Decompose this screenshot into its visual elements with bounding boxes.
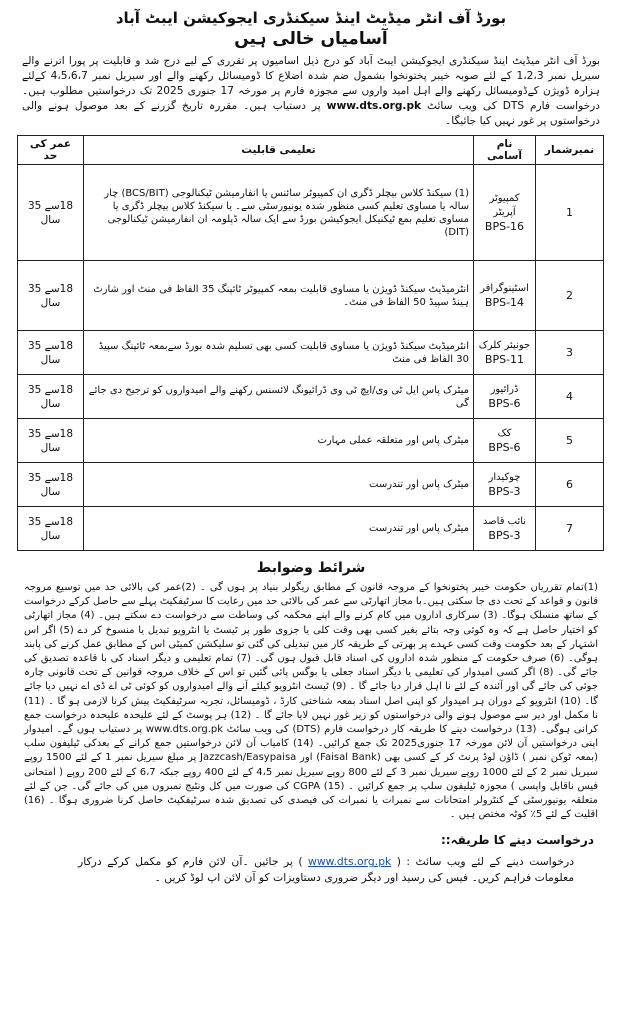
post-scale: BPS-16	[484, 219, 525, 233]
header-qualification: تعلیمی قابلیت	[84, 136, 474, 165]
vacancies-heading: آسامیاں خالی ہیں	[234, 29, 388, 49]
row-age-limit: 18سے 35 سال	[18, 419, 84, 463]
dts-website-link[interactable]: www.dts.org.pk	[326, 100, 422, 112]
how-to-apply-text	[78, 854, 574, 886]
row-qualification: (1) سیکنڈ کلاس بیچلر ڈگری ان کمپیوٹر سائنس یا انفارمیشن ٹیکنالوجی (BCS/BIT) چار سالہ یا مساوی تعلیم کسی منظور شدہ یونیورسٹی سے۔ یا سیکنڈ کلاس بیچلر ڈگری یا مساوی تعلیم بمع ٹیکنیکل ایجوکیشن بورڈ سے ایک سالہ ڈپلومہ ان انفارمیشن ٹیکنالوجی (DIT)	[84, 165, 474, 261]
intro-text-after: پر دستیاب ہیں۔ مقررہ تاریخ گزرنے کے بعد موصول ہونے والی درخواستوں پر غور نہیں کیا جائیگا۔	[22, 100, 600, 127]
post-name: ڈرائیور	[490, 383, 519, 395]
row-post	[474, 463, 536, 507]
row-serial-number: 3	[536, 331, 604, 375]
row-age-limit: 18سے 35 سال	[18, 165, 84, 261]
header-age-limit: عمر کی حد	[18, 136, 84, 165]
row-serial-number: 6	[536, 463, 604, 507]
header-post-name: نام آسامی	[474, 136, 536, 165]
intro-text-before: بورڈ آف انٹر میڈیٹ اینڈ سیکنڈری ایجوکیشن ایبٹ آباد کو درج ذیل اسامیوں پر تقرری کے لیے درج شد و قابلیت پر پورا اترنے والے سیریل نمبر 1،2،3 کے لئے صوبہ خیبر پختونخوا بشمول ضم شدہ اضلاع کا ڈومیسائل رکھنے والے اور سیریل نمبر 4،5،6،7 کےلئے ہزارہ ڈویژن کےڈومیسائل رکھنے والے اہل امید واروں سے مجوزہ فارم پر مورخہ 17 جنوری 2025 تک درخواستیں مطلوب ہیں۔ درخواست فارم DTS کی ویب سائٹ	[22, 55, 600, 112]
table-row	[18, 331, 604, 375]
vacancies-table	[17, 135, 604, 551]
row-post	[474, 375, 536, 419]
row-serial-number: 7	[536, 507, 604, 551]
post-scale: BPS-11	[484, 352, 525, 366]
post-name: اسٹینوگرافر	[480, 282, 529, 294]
post-scale: BPS-6	[488, 440, 521, 454]
intro-paragraph	[22, 54, 600, 129]
row-serial-number: 5	[536, 419, 604, 463]
header-serial-number: نمبرشمار	[536, 136, 604, 165]
apply-text-after: ) پر جائیں ۔آن لائن فارم کو مکمل کرکے درکار معلومات فراہم کریں۔ فیس کی رسید اور دیگر ضروری دستاویزات کو آن لائن اپ لوڈ کریں ۔	[78, 855, 574, 885]
table-row	[18, 261, 604, 331]
row-post	[474, 331, 536, 375]
table-row	[18, 375, 604, 419]
row-qualification: میٹرک پاس اور تندرست	[84, 463, 474, 507]
row-qualification: انٹرمیڈیٹ سیکنڈ ڈویژن یا مساوی قابلیت بمعہ کمپیوٹر ٹائپنگ 35 الفاظ فی منٹ اور شارٹ ہینڈ سپیڈ 50 الفاظ فی منٹ۔	[84, 261, 474, 331]
table-row	[18, 507, 604, 551]
row-qualification: میٹرک پاس اور متعلقہ عملی مہارت	[84, 419, 474, 463]
row-qualification: انٹرمیڈیٹ سیکنڈ ڈویژن یا مساوی قابلیت کسی بھی تسلیم شدہ بورڈ سےبمعہ ٹائپنگ سپیڈ 30 الفاظ فی منٹ	[84, 331, 474, 375]
table-row	[18, 463, 604, 507]
row-age-limit: 18سے 35 سال	[18, 507, 84, 551]
post-name: چوکیدار	[488, 471, 521, 483]
row-post	[474, 165, 536, 261]
post-scale: BPS-3	[488, 484, 521, 498]
row-age-limit: 18سے 35 سال	[18, 463, 84, 507]
row-post	[474, 419, 536, 463]
apply-text-before: درخواست دینے کے لئے ویب سائٹ : (	[396, 855, 574, 869]
row-qualification: میٹرک پاس ایل ٹی وی/ایچ ٹی وی ڈرائیونگ لائسنس رکھنے والے امیدواروں کو ترجیح دی جائے گی	[84, 375, 474, 419]
row-qualification: میٹرک پاس اور تندرست	[84, 507, 474, 551]
apply-website-link[interactable]: www.dts.org.pk	[307, 855, 392, 869]
row-post	[474, 507, 536, 551]
table-row	[18, 165, 604, 261]
row-serial-number: 2	[536, 261, 604, 331]
row-age-limit: 18سے 35 سال	[18, 331, 84, 375]
post-scale: BPS-3	[488, 528, 521, 542]
row-age-limit: 18سے 35 سال	[18, 375, 84, 419]
post-scale: BPS-6	[488, 396, 521, 410]
post-scale: BPS-14	[484, 295, 525, 309]
terms-heading: شرائط وضوابط	[256, 560, 366, 576]
row-serial-number: 1	[536, 165, 604, 261]
post-name: کک	[497, 427, 512, 439]
board-title: بورڈ آف انٹر میڈیٹ اینڈ سیکنڈری ایجوکیشن ایبٹ آباد	[115, 9, 507, 27]
row-post	[474, 261, 536, 331]
how-to-apply-heading: درخواست دینے کا طریقہ::	[440, 833, 594, 848]
post-name: نائب قاصد	[482, 515, 527, 527]
row-serial-number: 4	[536, 375, 604, 419]
table-row	[18, 419, 604, 463]
table-header-row	[18, 136, 604, 165]
post-name: جونیئر کلرک	[478, 339, 531, 351]
row-age-limit: 18سے 35 سال	[18, 261, 84, 331]
post-name: کمپیوٹر آپریٹر	[489, 192, 520, 218]
terms-body: (1)تمام تقرریاں حکومت خیبر پختونخوا کے مروجہ قانون کے مطابق ریگولر بنیاد پر ہوں گی ۔ (2)عمر کی بالائی حد میں توسیع مروجہ قانون و قواعد کے تحت دی جا سکتی ہیں۔با مجاز اتھارٹی سے عمر کی بالائی حد میں رعایت کا سرٹیفکیٹ پہلے سے حاصل کرکے درخواست کے ساتھ منسلک ہوگا۔ (3) سرکاری اداروں میں کام کرنے والے اپنے محکمہ کی وساطت سے درخواست دے سکتے ہیں۔ (4) مجاز اتھارٹی کو اختیار حاصل ہے کہ وہ کوئی وجہ بتائے بغیر کسی بھی وقت کلی یا جزوی طور پر ٹیسٹ یا انٹرویو تبدیل یا منسوخ کر دے (5) اگر اس اشتہار کے بعد حکومت وقت کسی عہدے پر بھرتی کے طریقہ کار میں تبدیلی کی گئی تو سلیکشن کمیٹی اس کے مطابق عمل کرنے کی پابند ہوگی۔ (6) صرف حکومت کے منظور شدہ اداروں کی اسناد قابل قبول ہوں گی۔ (7) تمام تعلیمی و دیگر اسناد کی با قاعدہ تصدیق کی جائے گی۔ (8) اگر کسی امیدوار کی تعلیمی یا دیگر اسناد جعلی یا بوگس پائی گئیں تو اس کے خلاف مروجہ قوانین کے تحت قانونی چارہ جوئی کی جائے گی اور آئندہ کے لئے نا اہل قرار دیا جائے گا ۔ (9) ٹیسٹ انٹرویو کیلئے آنے والے امیدواروں کو کوئی ٹی اے ڈی اے نہیں دیا جائے گا۔ (10) انٹرویو کے دوران ہر امیدوار کو اپنی اصل اسناد بمعہ شناختی کارڈ ، ڈومیسائل، تجربہ سرٹیفکیٹ پیش کرنا لازمی ہو گا ۔ (11) نا مکمل اور دیر سے موصول ہونے والی درخواستوں کو زیر غور نہیں لایا جائے گا ۔ (12) ہر پوسٹ کے لئے علیحدہ علیحدہ درخواست جمع کرانی ہوگی۔ (13) درخواست دینے کا طریقہ کار درخواست فارم (DTS) کی ویب سائٹ www.dts.org.pk پر دستیاب ہوں گے۔ امیدوار اپنی درخواستیں آن لائن مورخہ 17 جنوری2025 تک جمع کرائیں۔ (14) کامیاب آن لائن درخواستیں جمع کرانے کے بعدکی ٹیلیفون سلپ (بمعہ ٹوکن نمبر ) ڈاؤن لوڈ پرنٹ کر کے کسی بھی (Faisal Bank) اور Jazzcash/Easypaisa پر مبلغ سیریل نمبر 1 کے لئے 1500 روپے سیریل نمبر 2 کے لئے 1000 روپے سیریل نمبر 3 کے لئے 800 روپے سیریل نمبر 4،5 کے لئے 400 روپے جبکہ 6،7 کے لئے 200 روپے ( امتحانی فیس ناقابل واپسی ) مجوزہ ٹیلیفون سلپ پر جمع کرائیں ۔ (15) CGPA کی صورت میں کل ونٹیج نمبروں میں کی جائے گی۔ جن کے لئے متعلقہ یونیورسٹی کے کنٹرولر امتحانات سے نمبرات یا نمبرات کی فیصدی کی تصدیق شدہ سرٹیفکیٹ حاصل کرنا ضروری ہوگا ۔ (16) اقلیت کے لئے 5٪ کوٹہ مختص ہیں ۔	[24, 582, 599, 821]
